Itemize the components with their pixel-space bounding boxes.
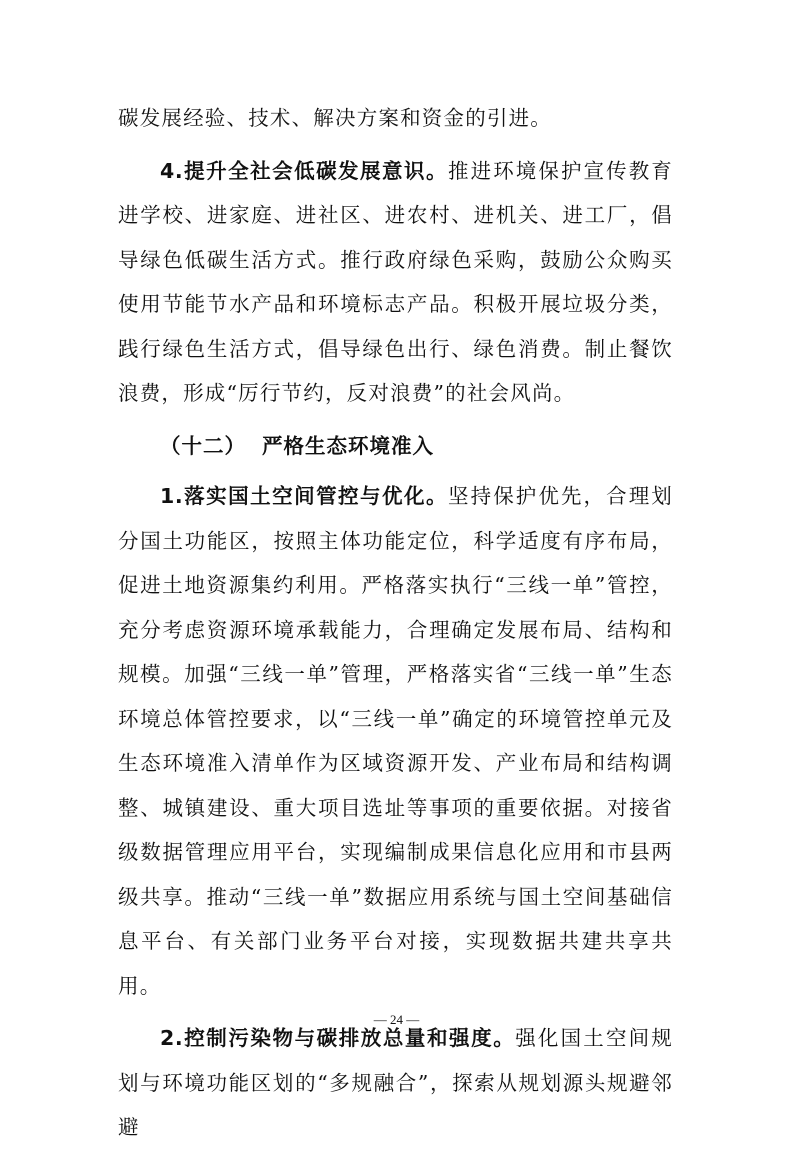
item-4-lead: 4.提升全社会低碳发展意识。: [160, 158, 449, 183]
item-2-paragraph: [118, 1016, 673, 1150]
item-1-paragraph: [118, 474, 673, 1008]
document-body: [118, 96, 673, 1150]
item-1-lead: 1.落实国土空间管控与优化。: [160, 484, 449, 508]
section-heading: [118, 424, 673, 469]
item-1-body: 坚持保护优先，合理划分国土功能区，按照主体功能定位，科学适度有序布局，促进土地资源集约利用。严格落实执行“三线一单”管控，充分考虑资源环境承载能力，合理确定发展布局、结构和规模。加强“三线一单”管理，严格落实省“三线一单”生态环境总体管控要求，以“三线一单”确定的环境管控单元及生态环境准入清单作为区域资源开发、产业布局和结构调整、城镇建设、重大项目选址等事项的重要依据。对接省级数据管理应用平台，实现编制成果信息化应用和市县两级共享。推动“三线一单”数据应用系统与国土空间基础信息平台、有关部门业务平台对接，实现数据共建共享共用。: [118, 484, 674, 998]
paragraph-text: 碳发展经验、技术、解决方案和资金的引进。: [118, 106, 552, 130]
section-number: （十二）: [160, 433, 246, 458]
section-title: 严格生态环境准入: [262, 433, 434, 458]
item-4-body: 推进环境保护宣传教育进学校、进家庭、进社区、进农村、进机关、进工厂，倡导绿色低碳生活方式。推行政府绿色采购，鼓励公众购买使用节能节水产品和环境标志产品。积极开展垃圾分类，践行绿色生活方式，倡导绿色出行、绿色消费。制止餐饮浪费，形成“厉行节约，反对浪费”的社会风尚。: [118, 158, 674, 405]
item-2-lead: 2.控制污染物与碳排放总量和强度。: [160, 1026, 516, 1050]
continuation-paragraph: [118, 96, 673, 141]
page-number: — 24 —: [373, 1012, 420, 1027]
item-2-body: 强化国土空间规划与环境功能区划的“多规融合”，探索从规划源头规避邻避: [118, 1026, 673, 1139]
item-4-paragraph: [118, 149, 673, 416]
